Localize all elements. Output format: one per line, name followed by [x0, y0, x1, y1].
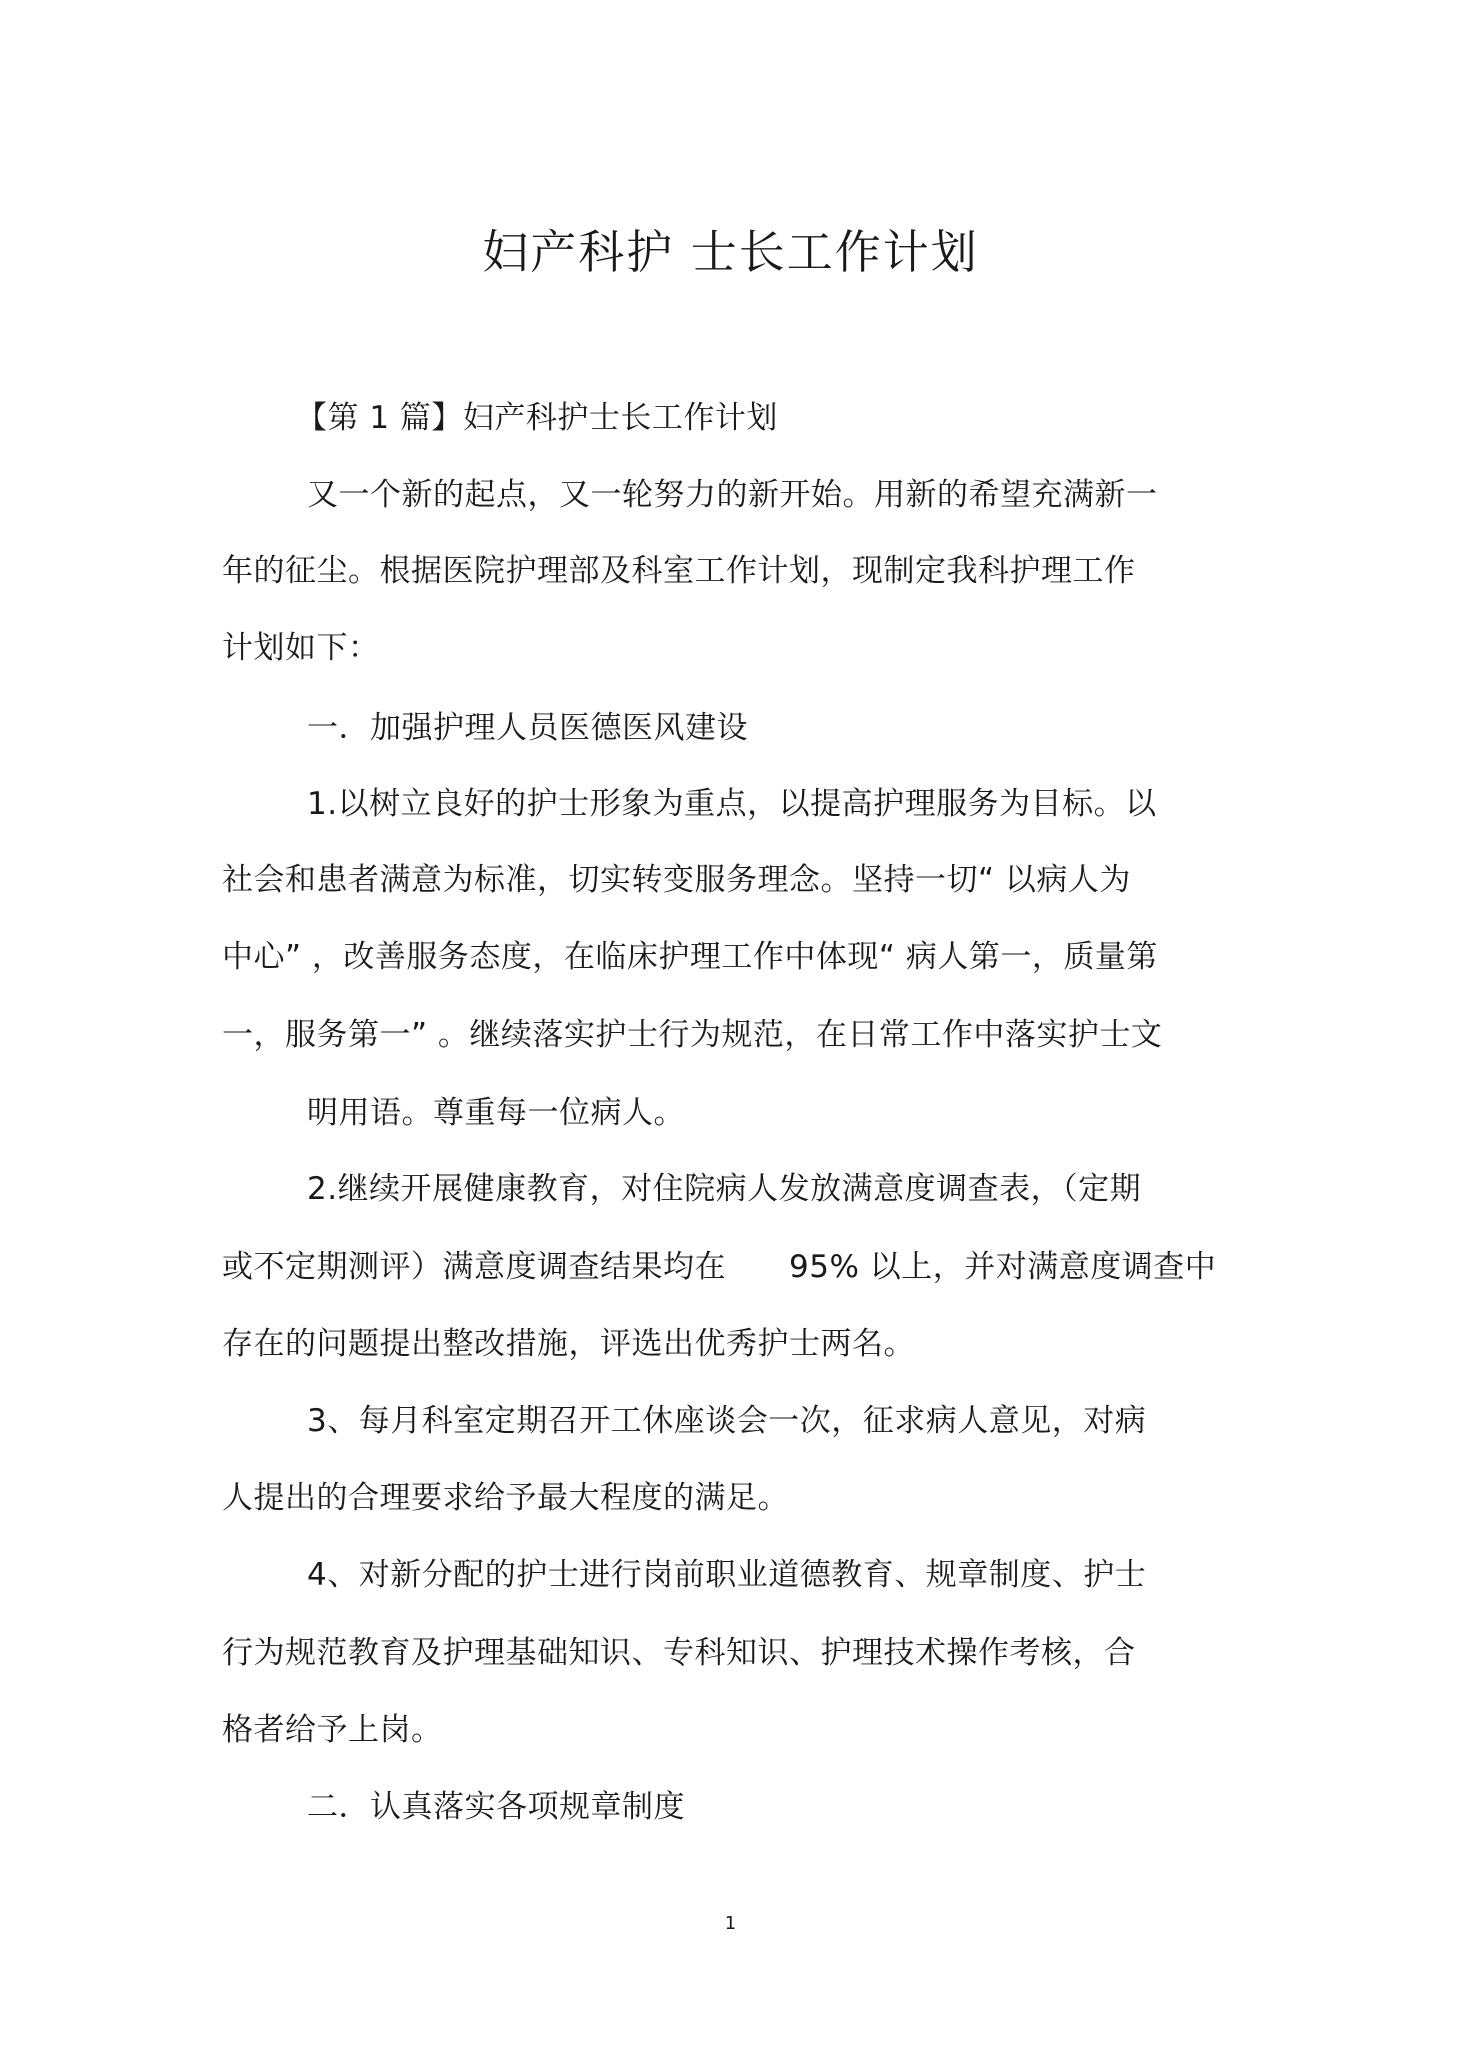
paragraph-line: 格者给予上岗。: [222, 1712, 443, 1748]
paragraph-line: 存在的问题提出整改措施，评选出优秀护士两名。: [222, 1326, 915, 1362]
section-heading-article-1: 【第 1 篇】妇产科护士长工作计划: [296, 400, 778, 436]
paragraph-line: 社会和患者满意为标准，切实转变服务理念。坚持一切“ 以病人为: [222, 862, 1131, 898]
paragraph-line: 行为规范教育及护理基础知识、专科知识、护理技术操作考核，合: [222, 1635, 1136, 1671]
paragraph-line: 年的征尘。根据医院护理部及科室工作计划，现制定我科护理工作: [222, 553, 1136, 589]
paragraph-line: 人提出的合理要求给予最大程度的满足。: [222, 1480, 789, 1516]
paragraph-line: 又一个新的起点，又一轮努力的新开始。用新的希望充满新一: [307, 477, 1158, 513]
document-title: 妇产科护 士长工作计划: [482, 225, 979, 279]
section-heading-1: 一．加强护理人员医德医风建设: [307, 710, 748, 746]
section-heading-2: 二．认真落实各项规章制度: [307, 1789, 685, 1825]
paragraph-line: 或不定期测评）满意度调查结果均在 95% 以上，并对满意度调查中: [222, 1249, 1217, 1285]
paragraph-line: 中心” ，改善服务态度，在临床护理工作中体现“ 病人第一，质量第: [222, 939, 1158, 975]
paragraph-line: 4、对新分配的护士进行岗前职业道德教育、规章制度、护士: [307, 1557, 1147, 1593]
paragraph-line: 一，服务第一” 。继续落实护士行为规范，在日常工作中落实护士文: [222, 1017, 1163, 1053]
paragraph-line: 3、每月科室定期召开工休座谈会一次，征求病人意见，对病: [307, 1403, 1147, 1439]
paragraph-line: 明用语。尊重每一位病人。: [307, 1095, 685, 1131]
page-number: 1: [724, 1913, 737, 1934]
paragraph-line: 1.以树立良好的护士形象为重点，以提高护理服务为目标。以: [307, 786, 1157, 822]
paragraph-line: 计划如下：: [222, 630, 380, 666]
paragraph-line: 2.继续开展健康教育，对住院病人发放满意度调查表，（定期: [307, 1171, 1142, 1207]
